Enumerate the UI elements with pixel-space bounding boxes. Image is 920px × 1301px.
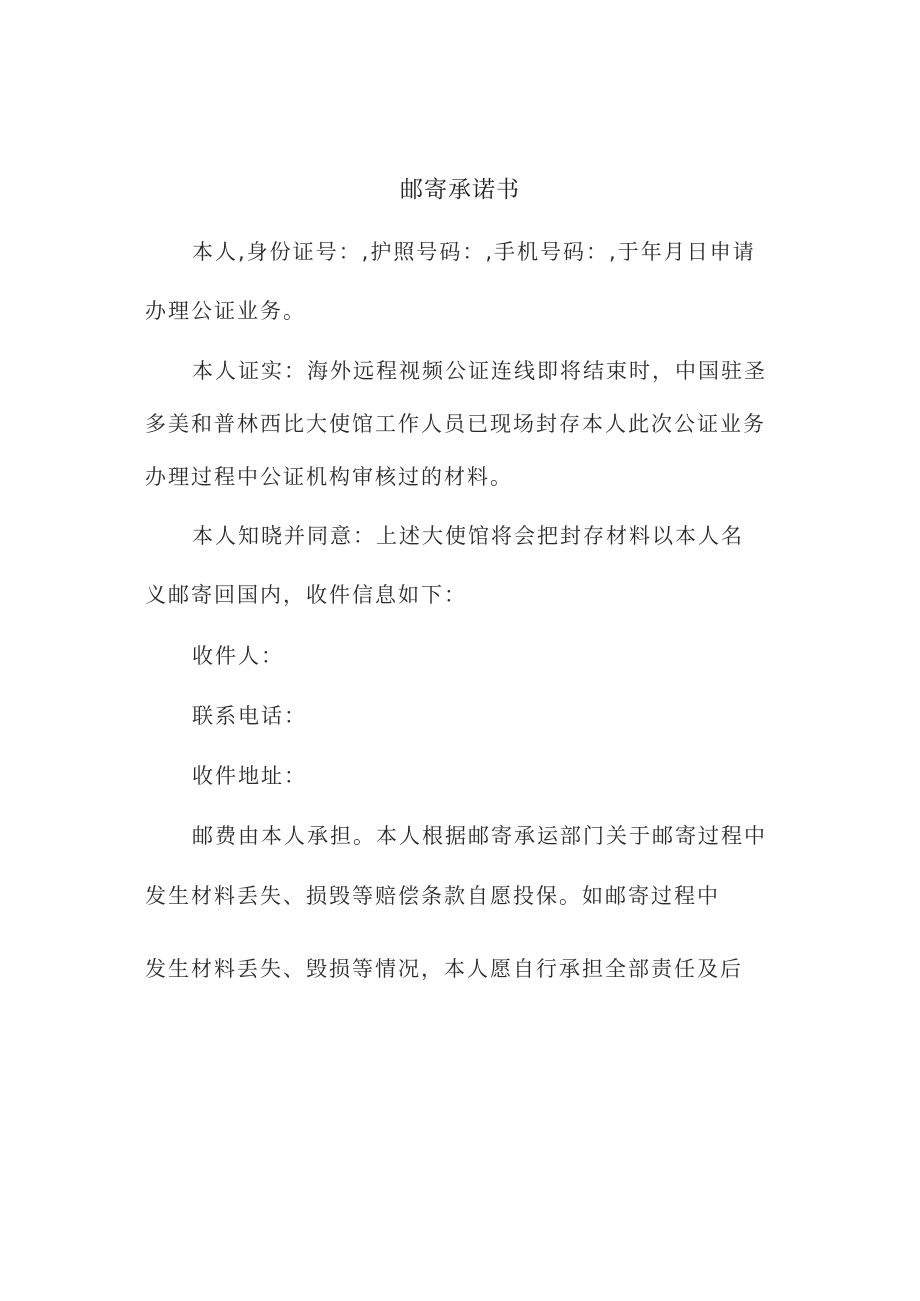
paragraph-4-line-3: 发生材料丢失、毁损等情况，本人愿自行承担全部责任及后: [145, 957, 743, 981]
paragraph-3-line-1: 本人知晓并同意：上述大使馆将会把封存材料以本人名: [192, 524, 744, 548]
paragraph-2-line-3: 办理过程中公证机构审核过的材料。: [145, 465, 513, 489]
paragraph-2-line-2: 多美和普林西比大使馆工作人员已现场封存本人此次公证业务: [145, 412, 766, 436]
recipient-label: 收件人：: [192, 644, 284, 668]
paragraph-3-line-2: 义邮寄回国内，收件信息如下：: [145, 583, 467, 607]
paragraph-1-line-2: 办理公证业务。: [145, 299, 306, 323]
paragraph-2-line-1: 本人证实：海外远程视频公证连线即将结束时，中国驻圣: [192, 359, 767, 383]
phone-label: 联系电话：: [192, 704, 307, 728]
paragraph-4-line-1: 邮费由本人承担。本人根据邮寄承运部门关于邮寄过程中: [192, 824, 767, 848]
document-title: 邮寄承诺书: [400, 177, 520, 203]
address-label: 收件地址：: [192, 764, 307, 788]
paragraph-4-line-2: 发生材料丢失、损毁等赔偿条款自愿投保。如邮寄过程中: [145, 884, 720, 908]
paragraph-1-line-1: 本人,身份证号：,护照号码：,手机号码：,于年月日申请: [192, 240, 756, 264]
